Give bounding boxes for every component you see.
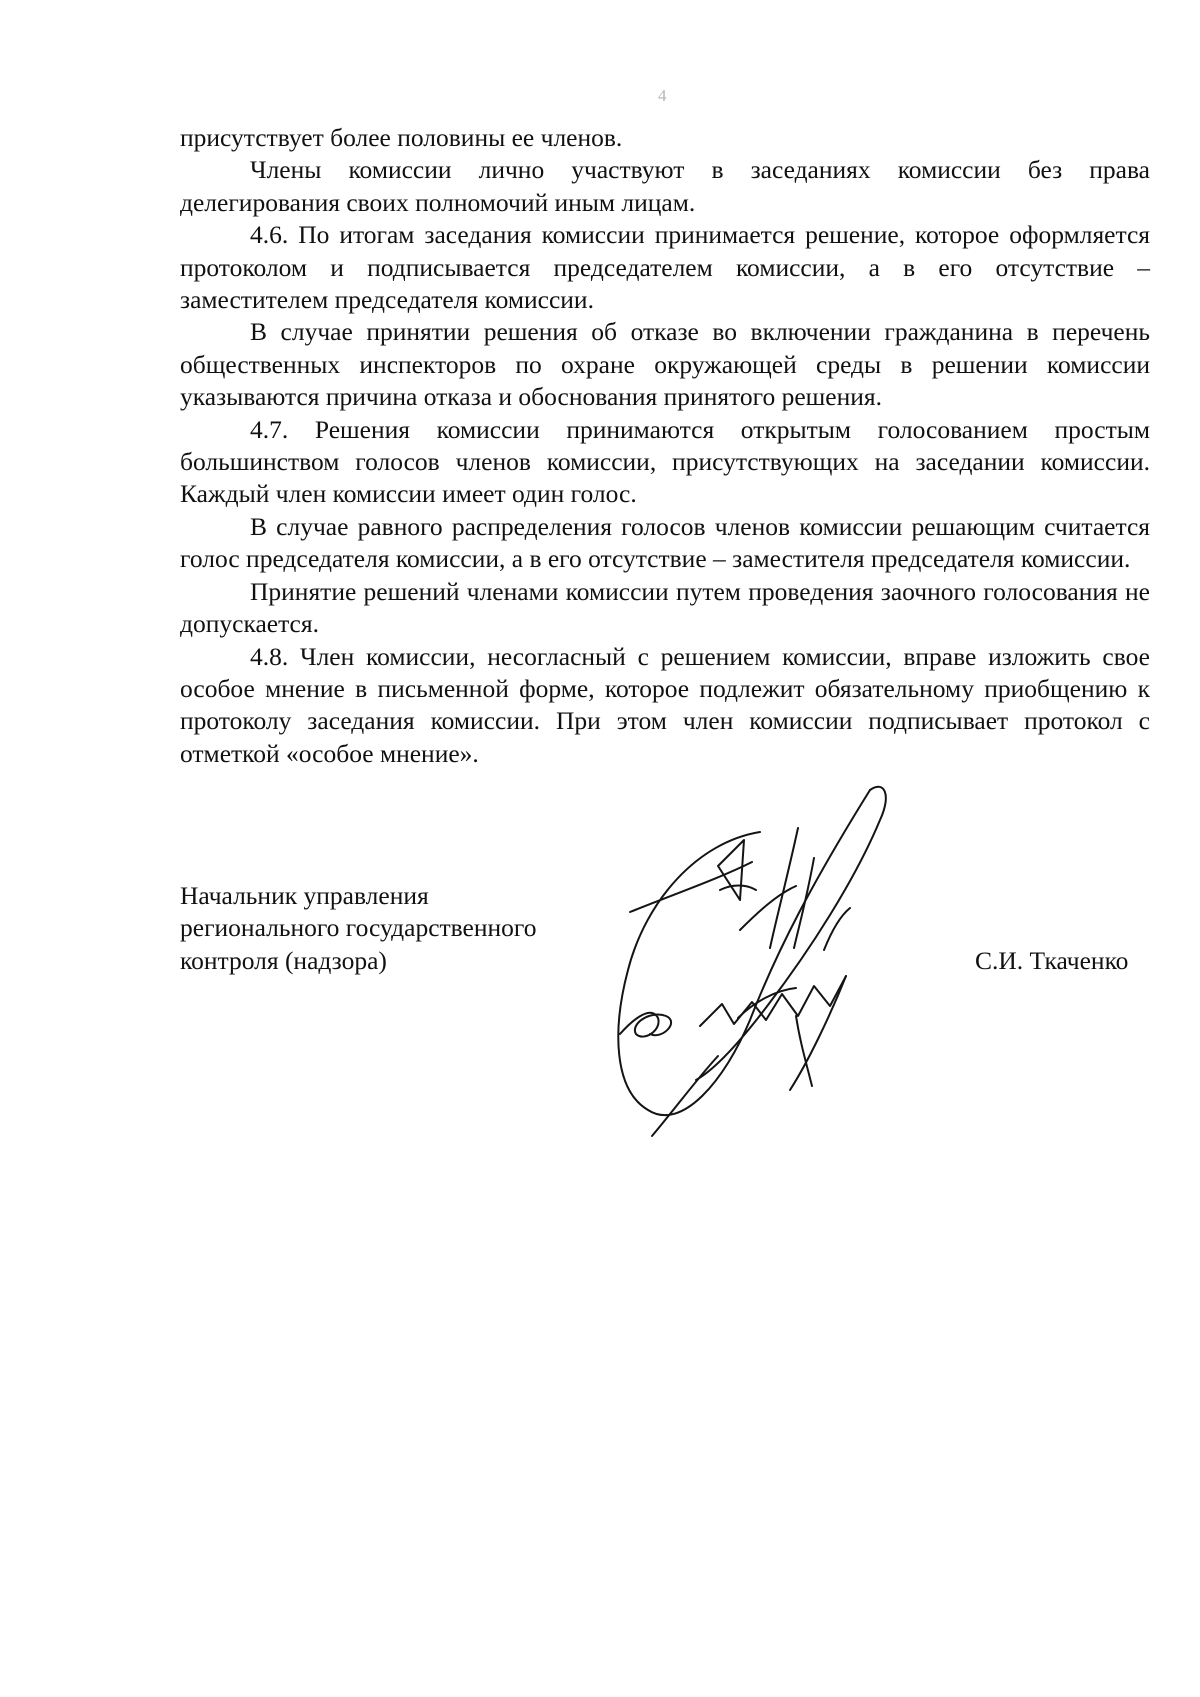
signatory-name: С.И. Ткаченко <box>975 946 1129 975</box>
paragraph-4-7-voting: 4.7. Решения комиссии принимаются открытым голосованием простым большинством голосов членов комиссии, присутствующих на заседании комиссии. Каждый член комиссии имеет один голос. <box>180 414 1150 509</box>
paragraph-no-absentee-voting: Принятие решений членами комиссии путем проведения заочного голосования не допускается. <box>180 576 1150 639</box>
signature-stroke-loop <box>618 790 870 1115</box>
paragraph-personal-participation: Члены комиссии лично участвуют в заседаниях комиссии без права делегирования своих полномочий иным лицам. <box>180 155 1150 217</box>
paragraph-refusal-reason: В случае принятии решения об отказе во включении гражданина в перечень общественных инспекторов по охране окружающей среды в решении комиссии указываются причина отказа и обоснования принятого решения. <box>180 317 1150 412</box>
signature-stroke-cross <box>630 862 752 912</box>
paragraph-quorum-end: присутствует более половины ее членов. <box>180 123 623 152</box>
handwritten-signature <box>600 780 940 1140</box>
paragraph-tie-vote: В случае равного распределения голосов членов комиссии решающим считается голос председателя комиссии, а в его отсутствие – заместителя председателя комиссии. <box>180 511 1150 574</box>
document-body <box>180 122 1150 770</box>
signature-stroke-large-curve <box>696 787 886 1080</box>
page-number: 4 <box>658 86 667 105</box>
signatory-position <box>180 880 536 977</box>
paragraph-4-6-decision: 4.6. По итогам заседания комиссии принимается решение, которое оформляется протоколом и подписывается председателем комиссии, а в его отсутствие – заместителем председателя комиссии. <box>180 220 1150 315</box>
position-line-2: регионального государственного <box>180 913 537 943</box>
signature-stroke-left-scribble <box>620 1013 671 1037</box>
paragraph-4-8-dissent: 4.8. Член комиссии, несогласный с решением комиссии, вправе изложить свое особое мнение в письменной форме, которое подлежит обязательному приобщению к протоколу заседания комиссии. При этом член комиссии подписывает протокол с отметкой «особое мнение». <box>180 641 1150 768</box>
position-line-3: контроля (надзора) <box>180 945 387 975</box>
position-line-1: Начальник управления <box>180 881 429 910</box>
